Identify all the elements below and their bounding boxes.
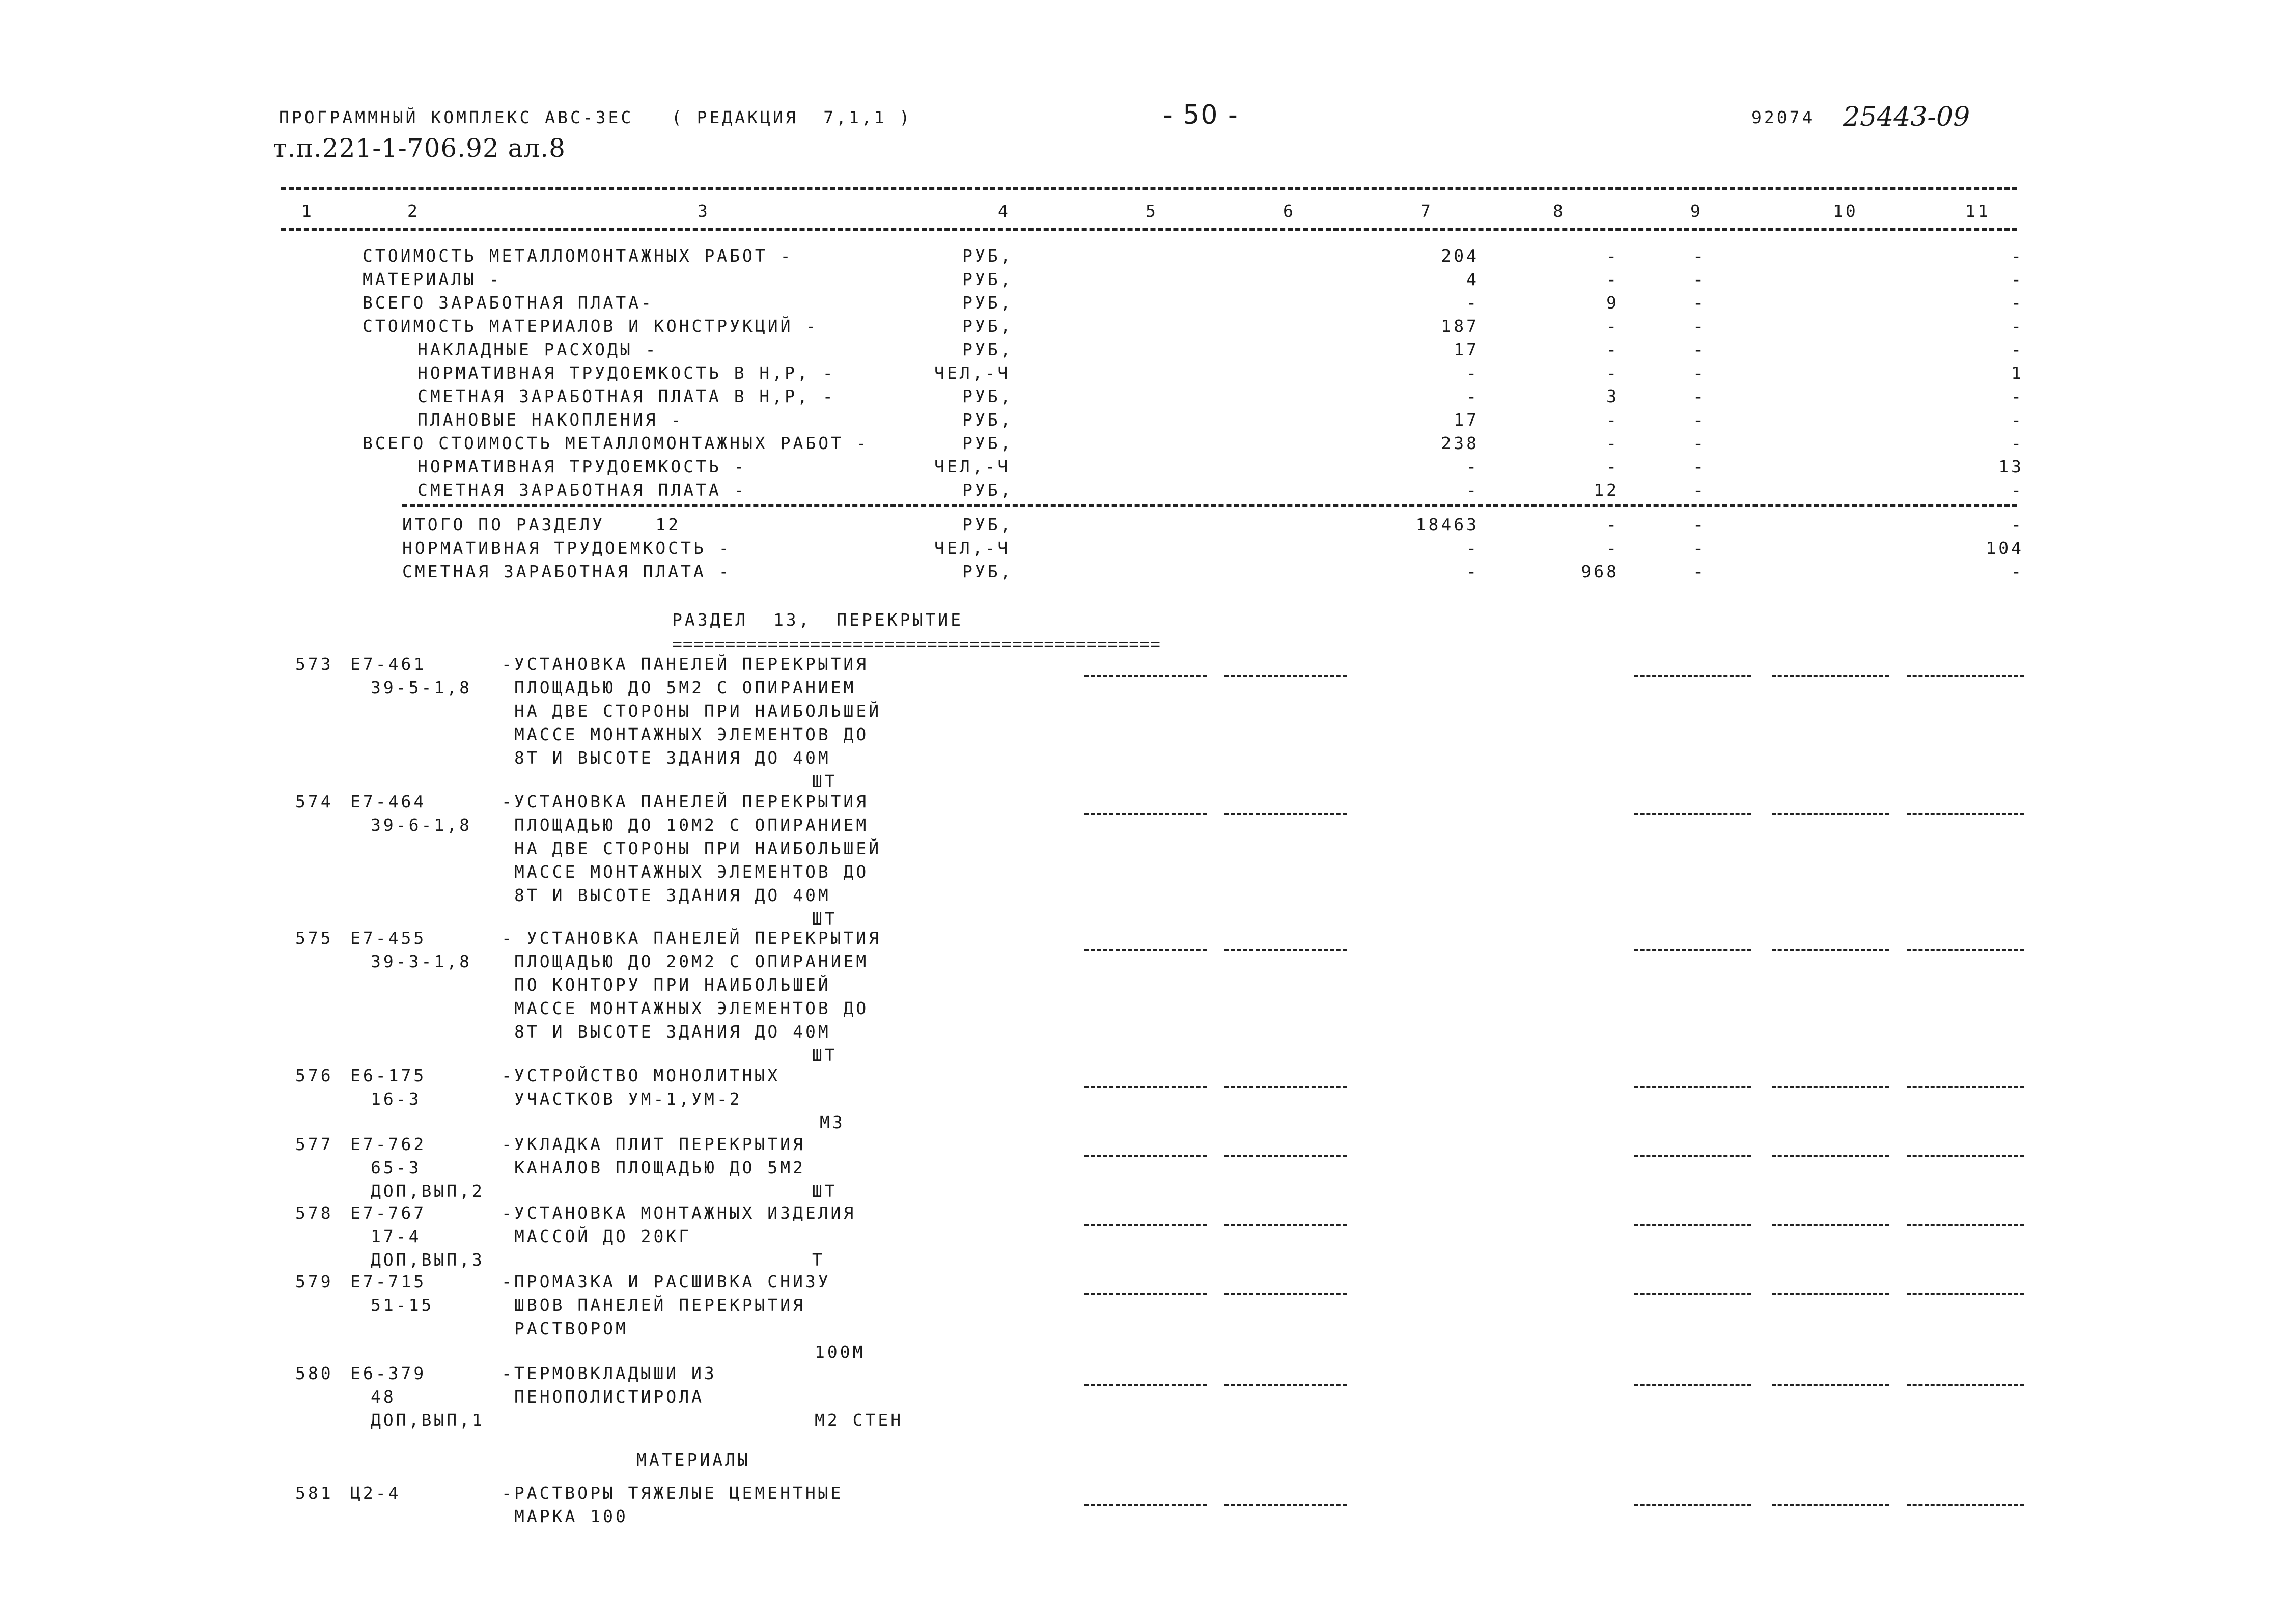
- item-description: МАССОЙ ДО 20КГ: [514, 1226, 692, 1246]
- cell-divider: [1772, 1155, 1889, 1157]
- item-unit: М2 СТЕН: [815, 1410, 904, 1430]
- cell-divider: [1634, 1293, 1751, 1295]
- cell-divider: [1224, 1155, 1347, 1157]
- cell-divider: [1907, 813, 2024, 815]
- summary-c9: -: [1693, 246, 1706, 266]
- cell-divider: [1907, 1293, 2024, 1295]
- summary-c8: -: [1606, 457, 1619, 477]
- cell-divider: [1634, 1384, 1751, 1386]
- total-c8: -: [1606, 515, 1619, 535]
- item-code: Е7-464: [350, 792, 427, 811]
- summary-c8: -: [1606, 269, 1619, 289]
- cell-divider: [1224, 1224, 1347, 1226]
- summary-c9: -: [1693, 269, 1706, 289]
- item-unit: 100М: [815, 1342, 866, 1362]
- summary-c8: 12: [1594, 480, 1619, 500]
- summary-unit: ЧЕЛ,-Ч: [934, 457, 1011, 477]
- cell-divider: [1224, 1086, 1347, 1088]
- item-description: 8Т И ВЫСОТЕ ЗДАНИЯ ДО 40М: [514, 748, 831, 768]
- cell-divider: [1772, 1086, 1889, 1088]
- summary-label: СМЕТНАЯ ЗАРАБОТНАЯ ПЛАТА -: [417, 480, 747, 500]
- summary-c8: -: [1606, 363, 1619, 383]
- cell-divider: [1772, 1224, 1889, 1226]
- total-c11: -: [2011, 562, 2024, 581]
- section-title: РАЗДЕЛ 13, ПЕРЕКРЫТИЕ: [672, 610, 963, 630]
- cell-divider: [1084, 1504, 1207, 1506]
- summary-unit: РУБ,: [962, 480, 1013, 500]
- summary-c7: -: [1466, 363, 1479, 383]
- item-description: -УСТАНОВКА ПАНЕЛЕЙ ПЕРЕКРЫТИЯ: [501, 654, 869, 674]
- cell-divider: [1634, 1086, 1751, 1088]
- item-description: МАССЕ МОНТАЖНЫХ ЭЛЕМЕНТОВ ДО: [514, 998, 869, 1018]
- summary-label: СТОИМОСТЬ МАТЕРИАЛОВ И КОНСТРУКЦИЙ -: [363, 316, 819, 336]
- summary-c7: 238: [1441, 433, 1479, 453]
- summary-c9: -: [1693, 316, 1706, 336]
- summary-c9: -: [1693, 293, 1706, 313]
- item-description: -ТЕРМОВКЛАДЫШИ ИЗ: [501, 1363, 717, 1383]
- item-description: -УКЛАДКА ПЛИТ ПЕРЕКРЫТИЯ: [501, 1134, 805, 1154]
- item-unit: М3: [820, 1112, 845, 1132]
- summary-c8: -: [1606, 340, 1619, 359]
- item-unit: ШТ: [812, 1181, 838, 1201]
- item-code: ДОП,ВЫП,3: [371, 1250, 485, 1270]
- cell-divider: [1772, 1504, 1889, 1506]
- item-code: 16-3: [371, 1089, 422, 1109]
- total-c11: 104: [1986, 538, 2024, 558]
- document-reference: т.п.221-1-706.92 ал.8: [273, 133, 566, 163]
- item-description: МАССЕ МОНТАЖНЫХ ЭЛЕМЕНТОВ ДО: [514, 862, 869, 882]
- summary-unit: РУБ,: [962, 433, 1013, 453]
- item-code: 65-3: [371, 1158, 422, 1178]
- summary-label: НОРМАТИВНАЯ ТРУДОЕМКОСТЬ -: [417, 457, 747, 477]
- summary-c11: 13: [1998, 457, 2024, 477]
- column-number: 2: [407, 201, 420, 221]
- item-description: ПЕНОПОЛИСТИРОЛА: [514, 1387, 705, 1407]
- item-number: 578: [295, 1203, 333, 1223]
- summary-label: НОРМАТИВНАЯ ТРУДОЕМКОСТЬ В Н,Р, -: [417, 363, 835, 383]
- summary-label: ВСЕГО СТОИМОСТЬ МЕТАЛЛОМОНТАЖНЫХ РАБОТ -: [363, 433, 869, 453]
- column-number: 8: [1553, 201, 1566, 221]
- column-number: 5: [1146, 201, 1158, 221]
- summary-c8: -: [1606, 316, 1619, 336]
- total-label: СМЕТНАЯ ЗАРАБОТНАЯ ПЛАТА -: [402, 562, 732, 581]
- cell-divider: [1907, 675, 2024, 677]
- summary-label: ВСЕГО ЗАРАБОТНАЯ ПЛАТА-: [363, 293, 654, 313]
- item-number: 573: [295, 654, 333, 674]
- item-number: 575: [295, 928, 333, 948]
- total-c8: -: [1606, 538, 1619, 558]
- summary-c7: -: [1466, 386, 1479, 406]
- summary-c7: -: [1466, 457, 1479, 477]
- section-underline: ==============================================: [672, 634, 1161, 654]
- cell-divider: [1634, 1504, 1751, 1506]
- item-unit: ШТ: [812, 1045, 838, 1065]
- summary-label: МАТЕРИАЛЫ -: [363, 269, 502, 289]
- summary-c7: 17: [1454, 340, 1479, 359]
- item-number: 579: [295, 1272, 333, 1292]
- item-code: Е7-461: [350, 654, 427, 674]
- cell-divider: [1772, 813, 1889, 815]
- materials-title: МАТЕРИАЛЫ: [636, 1450, 750, 1470]
- cell-divider: [1224, 1384, 1347, 1386]
- summary-unit: РУБ,: [962, 269, 1013, 289]
- summary-unit: РУБ,: [962, 386, 1013, 406]
- summary-unit: РУБ,: [962, 316, 1013, 336]
- item-code: 39-3-1,8: [371, 951, 472, 971]
- item-description: 8Т И ВЫСОТЕ ЗДАНИЯ ДО 40М: [514, 1022, 831, 1042]
- total-c7: -: [1466, 562, 1479, 581]
- summary-c9: -: [1693, 363, 1706, 383]
- cell-divider: [1084, 1384, 1207, 1386]
- cell-divider: [1084, 949, 1207, 951]
- cell-divider: [1224, 675, 1347, 677]
- summary-c7: 4: [1466, 269, 1479, 289]
- total-label: НОРМАТИВНАЯ ТРУДОЕМКОСТЬ -: [402, 538, 732, 558]
- summary-unit: РУБ,: [962, 293, 1013, 313]
- item-description: ПО КОНТОРУ ПРИ НАИБОЛЬШЕЙ: [514, 975, 831, 995]
- column-number: 7: [1420, 201, 1433, 221]
- document-code: 92074: [1751, 107, 1815, 127]
- table-header-rule: [281, 228, 2017, 231]
- cell-divider: [1084, 1086, 1207, 1088]
- item-code: Е7-767: [350, 1203, 427, 1223]
- summary-c11: -: [2011, 269, 2024, 289]
- summary-c9: -: [1693, 433, 1706, 453]
- cell-divider: [1772, 675, 1889, 677]
- summary-c8: -: [1606, 410, 1619, 430]
- item-number: 576: [295, 1066, 333, 1085]
- item-description: -УСТРОЙСТВО МОНОЛИТНЫХ: [501, 1066, 781, 1085]
- item-description: НА ДВЕ СТОРОНЫ ПРИ НАИБОЛЬШЕЙ: [514, 701, 882, 721]
- item-code: Е6-379: [350, 1363, 427, 1383]
- item-description: НА ДВЕ СТОРОНЫ ПРИ НАИБОЛЬШЕЙ: [514, 838, 882, 858]
- item-description: УЧАСТКОВ УМ-1,УМ-2: [514, 1089, 742, 1109]
- summary-unit: РУБ,: [962, 246, 1013, 266]
- summary-c11: -: [2011, 386, 2024, 406]
- item-code: ДОП,ВЫП,1: [371, 1410, 485, 1430]
- item-code: Е7-455: [350, 928, 427, 948]
- summary-c7: 17: [1454, 410, 1479, 430]
- item-description: 8Т И ВЫСОТЕ ЗДАНИЯ ДО 40М: [514, 885, 831, 905]
- cell-divider: [1634, 949, 1751, 951]
- item-description: -ПРОМАЗКА И РАСШИВКА СНИЗУ: [501, 1272, 831, 1292]
- cell-divider: [1634, 1224, 1751, 1226]
- summary-c9: -: [1693, 410, 1706, 430]
- cell-divider: [1224, 1293, 1347, 1295]
- total-unit: ЧЕЛ,-Ч: [934, 538, 1011, 558]
- cell-divider: [1634, 675, 1751, 677]
- item-number: 580: [295, 1363, 333, 1383]
- summary-c11: -: [2011, 246, 2024, 266]
- page-number: - 50 -: [1163, 100, 1239, 130]
- total-c9: -: [1693, 515, 1706, 535]
- item-code: 17-4: [371, 1226, 422, 1246]
- summary-c8: 9: [1606, 293, 1619, 313]
- summary-c11: -: [2011, 410, 2024, 430]
- total-c11: -: [2011, 515, 2024, 535]
- summary-c11: -: [2011, 433, 2024, 453]
- item-description: ПЛОЩАДЬЮ ДО 10М2 С ОПИРАНИЕМ: [514, 815, 869, 835]
- item-description: МАССЕ МОНТАЖНЫХ ЭЛЕМЕНТОВ ДО: [514, 724, 869, 744]
- total-c9: -: [1693, 562, 1706, 581]
- item-unit: Т: [812, 1250, 825, 1270]
- column-number: 3: [698, 201, 710, 221]
- total-c8: 968: [1581, 562, 1619, 581]
- item-description: ПЛОЩАДЬЮ ДО 5М2 С ОПИРАНИЕМ: [514, 678, 856, 697]
- cell-divider: [1772, 1293, 1889, 1295]
- summary-c9: -: [1693, 340, 1706, 359]
- item-unit: ШТ: [812, 909, 838, 929]
- summary-c11: 1: [2011, 363, 2024, 383]
- summary-unit: ЧЕЛ,-Ч: [934, 363, 1011, 383]
- cell-divider: [1084, 675, 1207, 677]
- summary-unit: РУБ,: [962, 410, 1013, 430]
- cell-divider: [1084, 1155, 1207, 1157]
- cell-divider: [1772, 949, 1889, 951]
- cell-divider: [1907, 1384, 2024, 1386]
- cell-divider: [1084, 813, 1207, 815]
- item-description: -РАСТВОРЫ ТЯЖЕЛЫЕ ЦЕМЕНТНЫЕ: [501, 1483, 844, 1503]
- column-number: 11: [1965, 201, 1991, 221]
- handwritten-number: 25443-09: [1843, 102, 1970, 132]
- column-number: 6: [1283, 201, 1296, 221]
- cell-divider: [1907, 1086, 2024, 1088]
- item-description: -УСТАНОВКА ПАНЕЛЕЙ ПЕРЕКРЫТИЯ: [501, 792, 869, 811]
- summary-c9: -: [1693, 480, 1706, 500]
- column-number: 4: [998, 201, 1011, 221]
- item-code: ДОП,ВЫП,2: [371, 1181, 485, 1201]
- program-title: ПРОГРАММНЫЙ КОМПЛЕКС АВС-3ЕС ( РЕДАКЦИЯ 7,1,1 ): [279, 107, 912, 127]
- item-code: 48: [371, 1387, 396, 1407]
- cell-divider: [1907, 1155, 2024, 1157]
- item-description: КАНАЛОВ ПЛОЩАДЬЮ ДО 5М2: [514, 1158, 805, 1178]
- cell-divider: [1084, 1293, 1207, 1295]
- item-description: РАСТВОРОМ: [514, 1319, 628, 1338]
- total-c7: 18463: [1415, 515, 1479, 535]
- cell-divider: [1772, 1384, 1889, 1386]
- item-description: - УСТАНОВКА ПАНЕЛЕЙ ПЕРЕКРЫТИЯ: [501, 928, 882, 948]
- summary-label: ПЛАНОВЫЕ НАКОПЛЕНИЯ -: [417, 410, 684, 430]
- summary-c9: -: [1693, 386, 1706, 406]
- summary-label: СМЕТНАЯ ЗАРАБОТНАЯ ПЛАТА В Н,Р, -: [417, 386, 835, 406]
- summary-c11: -: [2011, 480, 2024, 500]
- summary-c11: -: [2011, 316, 2024, 336]
- summary-c7: 204: [1441, 246, 1479, 266]
- cell-divider: [1224, 1504, 1347, 1506]
- item-code: Ц2-4: [350, 1483, 401, 1503]
- summary-label: НАКЛАДНЫЕ РАСХОДЫ -: [417, 340, 658, 359]
- summary-c8: -: [1606, 433, 1619, 453]
- summary-c11: -: [2011, 340, 2024, 359]
- item-description: ПЛОЩАДЬЮ ДО 20М2 С ОПИРАНИЕМ: [514, 951, 869, 971]
- total-c7: -: [1466, 538, 1479, 558]
- summary-unit: РУБ,: [962, 340, 1013, 359]
- item-unit: ШТ: [812, 771, 838, 791]
- summary-c7: 187: [1441, 316, 1479, 336]
- summary-c8: -: [1606, 246, 1619, 266]
- total-c9: -: [1693, 538, 1706, 558]
- summary-c8: 3: [1606, 386, 1619, 406]
- item-code: Е7-762: [350, 1134, 427, 1154]
- item-description: -УСТАНОВКА МОНТАЖНЫХ ИЗДЕЛИЯ: [501, 1203, 856, 1223]
- item-code: Е6-175: [350, 1066, 427, 1085]
- total-unit: РУБ,: [962, 562, 1013, 581]
- cell-divider: [1224, 813, 1347, 815]
- summary-c7: -: [1466, 480, 1479, 500]
- column-number: 10: [1833, 201, 1858, 221]
- column-number: 1: [301, 201, 314, 221]
- cell-divider: [1907, 1224, 2024, 1226]
- item-code: 39-5-1,8: [371, 678, 472, 697]
- table-top-rule: [281, 187, 2017, 190]
- summary-c7: -: [1466, 293, 1479, 313]
- cell-divider: [1907, 1504, 2024, 1506]
- cell-divider: [1634, 813, 1751, 815]
- cell-divider: [1224, 949, 1347, 951]
- item-number: 574: [295, 792, 333, 811]
- item-description: ШВОВ ПАНЕЛЕЙ ПЕРЕКРЫТИЯ: [514, 1295, 805, 1315]
- item-number: 577: [295, 1134, 333, 1154]
- item-code: 51-15: [371, 1295, 434, 1315]
- total-unit: РУБ,: [962, 515, 1013, 535]
- cell-divider: [1907, 949, 2024, 951]
- cell-divider: [1634, 1155, 1751, 1157]
- summary-c11: -: [2011, 293, 2024, 313]
- cell-divider: [1084, 1224, 1207, 1226]
- total-label: ИТОГО ПО РАЗДЕЛУ 12: [402, 515, 681, 535]
- item-description: МАРКА 100: [514, 1506, 628, 1526]
- item-code: Е7-715: [350, 1272, 427, 1292]
- subtotal-rule: [402, 504, 2017, 507]
- summary-label: СТОИМОСТЬ МЕТАЛЛОМОНТАЖНЫХ РАБОТ -: [363, 246, 793, 266]
- item-code: 39-6-1,8: [371, 815, 472, 835]
- item-number: 581: [295, 1483, 333, 1503]
- column-number: 9: [1690, 201, 1703, 221]
- summary-c9: -: [1693, 457, 1706, 477]
